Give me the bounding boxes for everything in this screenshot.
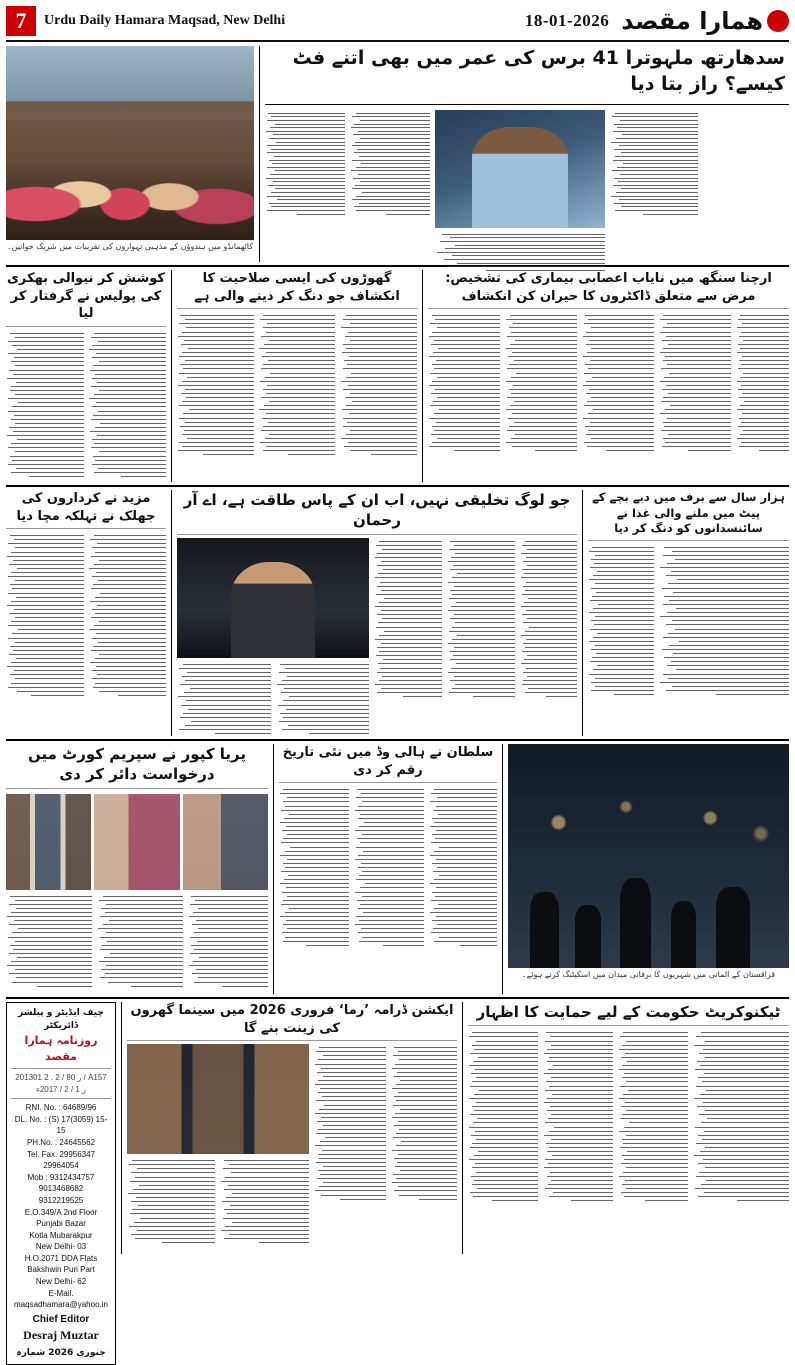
horses-headline: گھوڑوں کی ایسی صلاحیت کا انکشاف جو دنگ کر دینے والی ہے [194,271,400,304]
rahman-col-3 [374,538,442,738]
imprint-row: Punjabi Bazar [36,1219,86,1229]
rahman-col-2 [177,661,271,738]
imprint-brand: روزنامہ ہمارا مقصد [24,1034,98,1064]
imprint-urdu-top: چیف ایڈیٹر و پبلشر ڈائریکٹر [18,1008,104,1032]
imprint-row: E-Mail. [48,1288,74,1298]
drama-col-1 [220,1157,309,1254]
lead-col-4 [350,108,430,273]
imprint-row: Tel. Fax. 29956347 [26,1149,96,1159]
rahman-col-5 [520,538,577,738]
imprint-row: Bakshwin Puri Part [27,1265,95,1275]
imprint-row: 9312219525 [38,1195,84,1205]
kidney-col-2 [6,330,84,482]
sultan-headline: سلطان نے ہالی وڈ میں نئی تاریخ رقم کر دی [282,745,494,778]
glacier-headline: ہزار سال سے برف میں دبے بچے کے پیٹ میں ملنے والی غذا نے سائنسدانوں کو دنگ کر دیا [592,490,785,536]
lead-col-2 [610,108,698,273]
masthead [6,4,789,42]
imprint-reg-2: ر 1 / 2 / 2017ء [36,1084,86,1094]
priya-photo-1 [6,794,91,890]
rahman-photo [177,538,369,658]
characters-col-2 [6,532,84,736]
technocrat-col-2 [618,1029,688,1254]
skating-photo-caption: قزاقستان کے الماتی میں شہریوں کا برفانی میدان میں اسکیٹنگ کرتے ہوئے۔ [521,970,776,979]
logo-mark-icon [767,10,789,32]
characters-col-1 [89,532,167,736]
drama-headline: ایکشن ڈرامہ ’رما‘ فروری 2026 میں سینما گھروں کی زینت بنے گا [130,1003,454,1036]
imprint-row: RNI. No. : 64689/96 [25,1103,97,1113]
nerve-col-5 [428,312,500,482]
rahman-headline: جو لوگ تخلیقی نہیں، اب ان کے پاس طاقت ہے، اے آر رحمان [183,491,571,530]
chief-editor-name: Desraj Muztar [23,1328,99,1343]
nerve-col-2 [659,312,731,482]
skating-photo [508,744,789,968]
imprint-row: Mob : 9312434757 [27,1172,95,1182]
priya-photo-2 [94,794,179,890]
imprint-row: DL. No. : (S) 17(3059) 15-15 [14,1114,108,1136]
priya-col-1 [188,893,268,995]
imprint-email[interactable]: maqsadhamara@yahoo.in [14,1300,108,1310]
rahman-col-1 [276,661,369,738]
page-number: 7 [6,6,36,36]
paper-name: Urdu Daily Hamara Maqsad, New Delhi [44,13,286,28]
nerve-col-3 [582,312,654,482]
priya-col-2 [97,893,183,995]
imprint-box [6,1002,116,1365]
kidney-col-1 [89,330,167,482]
rahman-col-4 [447,538,515,738]
characters-headline: مزید نے کرداروں کی جھلک نے تہلکہ مچا دیا [16,491,156,524]
masthead-logo [621,7,789,35]
technocrat-col-3 [543,1029,613,1254]
sultan-col-3 [279,786,349,994]
actor-portrait-photo [435,110,605,228]
technocrat-col-1 [693,1029,789,1254]
imprint-reg-1: 201301 ر 80 / 2 . 2 / A157 [15,1072,107,1082]
glacier-col-2 [588,544,654,736]
imprint-footer-urdu: جنوری 2026 شمارہ [16,1347,106,1358]
festival-photo-caption: کاٹھمانڈو میں ہندوؤں کے مذہبی تہواروں کی تقریبات میں شریک خواتین۔ [6,242,254,251]
imprint-row: H.O.2071 DDA Flats [24,1253,98,1263]
imprint-row: New Delhi- 62 [35,1277,87,1287]
horses-col-1 [340,312,417,482]
horses-col-2 [259,312,336,482]
imprint-row: E.O.349/A 2nd Floor [24,1207,98,1217]
logo-text: همارا مقصد [621,7,763,35]
priya-photo-3 [183,794,268,890]
chief-editor-label: Chief Editor [32,1313,90,1325]
drama-col-3 [314,1044,386,1254]
drama-col-4 [391,1044,457,1254]
technocrat-headline: ٹیکنوکریٹ حکومت کے لیے حمایت کا اظہار [476,1003,781,1021]
technocrat-col-4 [468,1029,538,1254]
lead-headline: سدھارتھ ملہوترا 41 برس کی عمر میں بھی اتنے فٹ کیسے؟ راز بتا دیا [292,47,785,95]
festival-photo [6,46,254,240]
imprint-row: 29964054 [43,1161,79,1171]
sultan-col-2 [354,786,424,994]
nerve-col-1 [736,312,789,482]
imprint-row: Kotla Mubarakpur [29,1230,93,1240]
imprint-row: 9013468682 [38,1184,84,1194]
lead-col-5 [265,108,345,273]
sultan-col-1 [429,786,497,994]
priya-col-3 [6,893,92,995]
kidney-headline: کوشش کر نیوالی بھکری کی پولیس نے گرفتار کر لیا [7,271,165,322]
drama-photo [127,1044,309,1154]
drama-col-2 [127,1157,215,1254]
imprint-row: PH.No. : 24645562 [26,1137,96,1147]
horses-col-3 [177,312,254,482]
lead-col-3 [435,228,605,273]
publication-date: 18-01-2026 [524,11,610,30]
priya-headline: پریا کپور نے سپریم کورٹ میں درخواست دائر کر دی [28,745,246,784]
glacier-col-1 [659,544,789,736]
nerve-headline: ارچنا سنگھ میں نایاب اعصابی بیماری کی تشخیص: مرض سے متعلق ڈاکٹروں کا حیران کن انکشاف [445,271,772,304]
nerve-col-4 [505,312,577,482]
imprint-row: New Delhi- 03 [35,1242,87,1252]
